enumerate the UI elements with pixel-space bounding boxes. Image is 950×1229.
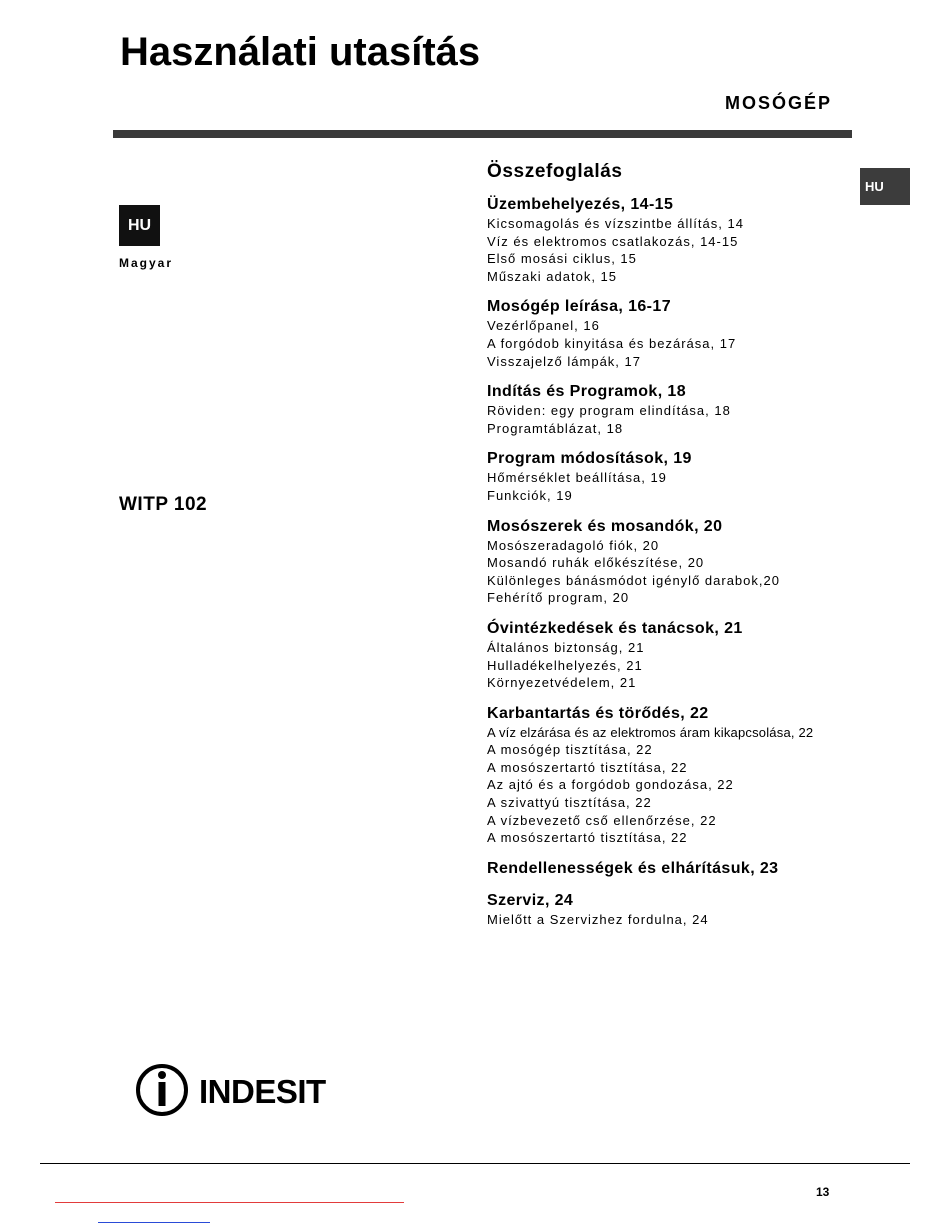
toc-item: Különleges bánásmódot igénylő darabok,20 <box>487 572 780 588</box>
table-of-contents <box>487 160 847 940</box>
toc-item: Kicsomagolás és vízszintbe állítás, 14 <box>487 216 744 231</box>
header-divider <box>113 130 852 138</box>
toc-item: Első mosási ciklus, 15 <box>487 251 637 267</box>
toc-item: Hőmérséklet beállítása, 19 <box>487 470 667 486</box>
toc-section-detergents <box>487 517 847 607</box>
toc-item: Fehérítő program, 20 <box>487 590 630 606</box>
toc-item: A víz elzárása és az elektromos áram kikapcsolása, 22 <box>487 724 814 740</box>
toc-item: Programtáblázat, 18 <box>487 420 624 436</box>
toc-item: A mosószertartó tisztítása, 22 <box>487 830 688 846</box>
toc-section-precautions <box>487 619 847 692</box>
toc-section-troubleshooting <box>487 859 847 879</box>
language-badge: HU <box>119 205 160 246</box>
toc-item: A mosószertartó tisztítása, 22 <box>487 759 688 775</box>
toc-section-title: Karbantartás és törődés, 22 <box>487 704 709 722</box>
toc-section-programs <box>487 382 847 437</box>
toc-item: A szivattyú tisztítása, 22 <box>487 795 652 811</box>
language-name: Magyar <box>119 256 174 270</box>
toc-item: Műszaki adatok, 15 <box>487 268 618 284</box>
toc-item: Röviden: egy program elindítása, 18 <box>487 403 731 419</box>
toc-item: Hulladékelhelyezés, 21 <box>487 657 643 673</box>
toc-heading: Összefoglalás <box>487 161 623 182</box>
language-side-tab: HU <box>860 168 910 205</box>
page-title: Használati utasítás <box>120 30 481 74</box>
toc-section-installation <box>487 195 847 285</box>
svg-text:INDESIT: INDESIT <box>199 1073 326 1110</box>
toc-section-program-changes <box>487 449 847 504</box>
toc-item: A forgódob kinyitása és bezárása, 17 <box>487 335 737 351</box>
toc-item: Mosandó ruhák előkészítése, 20 <box>487 555 705 571</box>
page-number: 13 <box>816 1185 830 1199</box>
toc-section-title: Rendellenességek és elhárításuk, 23 <box>487 859 779 877</box>
product-type-label: MOSÓGÉP <box>724 93 832 113</box>
toc-item: A vízbevezető cső ellenőrzése, 22 <box>487 812 717 828</box>
toc-item: Mielőtt a Szervizhez fordulna, 24 <box>487 911 709 927</box>
toc-section-title: Mosószerek és mosandók, 20 <box>487 517 723 535</box>
model-number: WITP 102 <box>119 494 208 515</box>
toc-section-service <box>487 891 847 929</box>
toc-item: Víz és elektromos csatlakozás, 14-15 <box>487 233 739 249</box>
toc-item: Vezérlőpanel, 16 <box>487 318 600 334</box>
toc-item: Mosószeradagoló fiók, 20 <box>487 537 660 553</box>
toc-item: Az ajtó és a forgódob gondozása, 22 <box>487 777 734 793</box>
footer-red-line <box>55 1202 404 1203</box>
footer-divider <box>40 1163 910 1164</box>
toc-section-title: Szerviz, 24 <box>487 891 574 909</box>
toc-item: A mosógép tisztítása, 22 <box>487 742 653 758</box>
toc-item: Visszajelző lámpák, 17 <box>487 353 641 369</box>
footer-blue-line <box>98 1222 210 1223</box>
toc-section-title: Program módosítások, 19 <box>487 450 692 468</box>
toc-item: Funkciók, 19 <box>487 487 573 503</box>
indesit-logo <box>135 1062 345 1118</box>
toc-section-title: Óvintézkedések és tanácsok, 21 <box>487 619 743 637</box>
toc-section-title: Indítás és Programok, 18 <box>487 383 687 401</box>
toc-section-maintenance <box>487 704 847 847</box>
toc-item: Általános biztonság, 21 <box>487 639 645 655</box>
toc-item: Környezetvédelem, 21 <box>487 675 637 691</box>
toc-section-description <box>487 297 847 370</box>
toc-section-title: Üzembehelyezés, 14-15 <box>487 196 674 213</box>
toc-section-title: Mosógép leírása, 16-17 <box>487 298 671 316</box>
